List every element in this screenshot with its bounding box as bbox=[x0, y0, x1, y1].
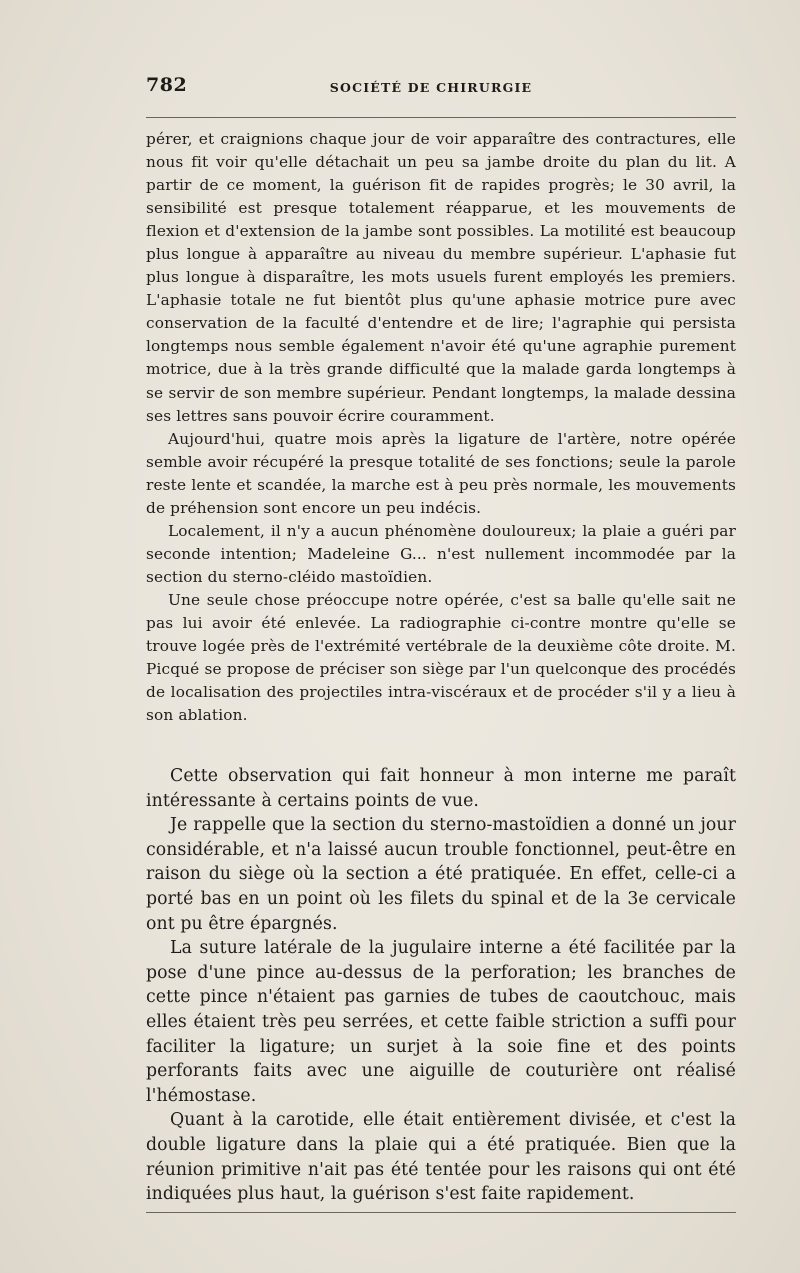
observation-paragraph: pérer, et craignions chaque jour de voir apparaître des contractures, elle nous fit voir qu'elle détachait un peu sa jambe droite du plan du lit. A partir de ce moment, la guérison fit de rapides progrès; le 30 avril, la sensibilité est presque totalement réapparue, et les mouvements de flexion et d'extension de la jambe sont possibles. La motilité est beaucoup plus longue à apparaître au niveau du membre supérieur. L'aphasie fut plus longue à disparaître, les mots usuels furent employés les premiers. L'aphasie totale ne fut bientôt plus qu'une aphasie motrice pure avec conservation de la faculté d'entendre et de lire; l'agraphie qui persista longtemps nous semble également n'avoir été qu'une agraphie purement motrice, due à la très grande difficulté que la malade garda longtemps à se servir de son membre supérieur. Pendant longtemps, la malade dessina ses lettres sans pouvoir écrire couramment. bbox=[146, 130, 736, 425]
observation-paragraph: Localement, il n'y a aucun phénomène douloureux; la plaie a guéri par seconde intention; Madeleine G... n'est nullement incommodée par la section du sterno-cléido mastoïdien. bbox=[146, 521, 736, 586]
commentary-text bbox=[146, 764, 736, 1207]
commentary-paragraph: Quant à la carotide, elle était entièrement divisée, et c'est la double ligature dans la plaie qui a été pratiquée. Bien que la réunion primitive n'ait pas été tentée pour les raisons qui ont été indiquées plus haut, la guérison s'est faite rapidement. bbox=[146, 1110, 736, 1205]
page-number: 782 bbox=[146, 74, 188, 96]
commentary-paragraph: Je rappelle que la section du sterno-mastoïdien a donné un jour considérable, et n'a laissé aucun trouble fonctionnel, peut-être en raison du siège où la section a été pratiquée. En effet, celle-ci a porté bas en un point où les filets du spinal et de la 3e cervicale ont pu être épargnés. bbox=[146, 815, 736, 934]
page-header bbox=[146, 72, 736, 102]
observation-paragraph: Une seule chose préoccupe notre opérée, c'est sa balle qu'elle sait ne pas lui avoir été enlevée. La radiographie ci-contre montre qu'elle se trouve logée près de l'extrémité vertébrale de la deuxième côte droite. M. Picqué se propose de préciser son siège par l'un quelconque des procédés de localisation des projectiles intra-viscéraux et de procéder s'il y a lieu à son ablation. bbox=[146, 590, 736, 725]
observation-paragraph: Aujourd'hui, quatre mois après la ligature de l'artère, notre opérée semble avoir récupéré la presque totalité de ses fonctions; seule la parole reste lente et scandée, la marche est à peu près normale, les mouvements de préhension sont encore un peu indécis. bbox=[146, 429, 736, 517]
observation-text bbox=[146, 128, 736, 727]
commentary-paragraph: Cette observation qui fait honneur à mon interne me paraît intéressante à certains points de vue. bbox=[146, 766, 736, 811]
commentary-paragraph: La suture latérale de la jugulaire interne a été facilitée par la pose d'une pince au-dessus de la perforation; les branches de cette pince n'étaient pas garnies de tubes de caoutchouc, mais elles étaient très peu serrées, et cette faible striction a suffi pour faciliter la ligature; un surjet à la soie fine et des points perforants faits avec une aiguille de couturière ont réalisé l'hémostase. bbox=[146, 938, 736, 1106]
running-title: SOCIÉTÉ DE CHIRURGIE bbox=[329, 80, 533, 95]
header-rule bbox=[146, 117, 736, 118]
footer-rule bbox=[146, 1212, 736, 1213]
